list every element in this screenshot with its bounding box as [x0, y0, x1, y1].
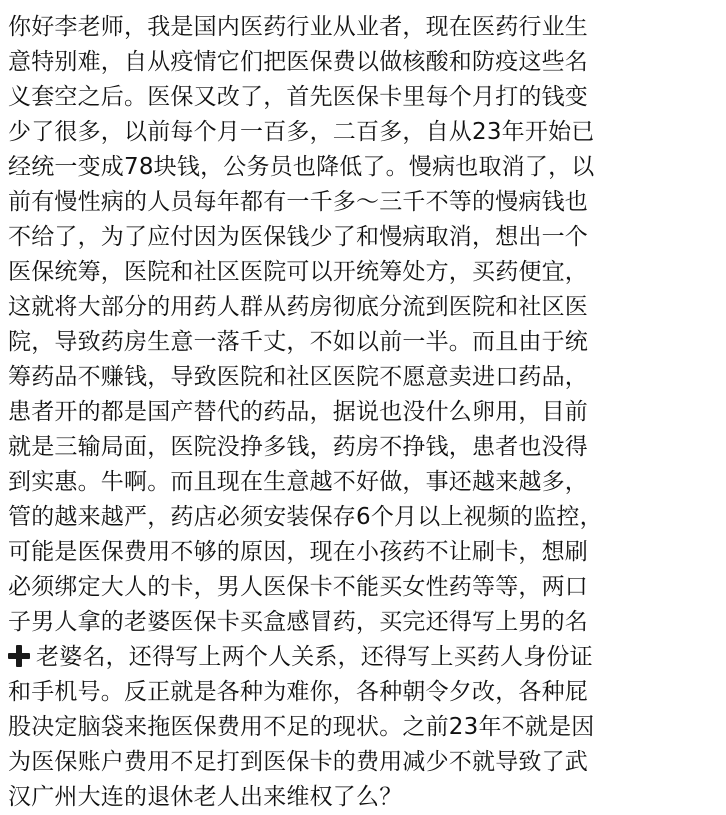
text-line: 和手机号。反正就是各种为难你，各种朝令夕改，各种屁 — [8, 679, 588, 705]
text-line: 可能是医保费用不够的原因，现在小孩药不让刷卡，想刷 — [8, 539, 588, 565]
text-line: 你好李老师，我是国内医药行业从业者，现在医药行业生 — [8, 14, 588, 40]
text-line: 不给了，为了应付因为医保钱少了和慢病取消，想出一个 — [8, 224, 588, 250]
text-line: 必须绑定大人的卡，男人医保卡不能买女性药等等，两口 — [8, 574, 588, 600]
text-line: 汉广州大连的退休老人出来维权了么？ — [8, 784, 403, 810]
text-line: 就是三输局面，医院没挣多钱，药房不挣钱，患者也没得 — [8, 434, 588, 460]
text-line: 义套空之后。医保又改了，首先医保卡里每个月打的钱变 — [8, 84, 588, 110]
text-line: 医保统筹，医院和社区医院可以开统筹处方，买药便宜， — [8, 259, 588, 285]
text-line: 少了很多，以前每个月一百多，二百多，自从23年开始已 — [8, 119, 595, 145]
text-line: 意特别难，自从疫情它们把医保费以做核酸和防疫这些名 — [8, 49, 588, 75]
text-line: 这就将大部分的用药人群从药房彻底分流到医院和社区医 — [8, 294, 588, 320]
text-line: 院，导致药房生意一落千丈，不如以前一半。而且由于统 — [8, 329, 588, 355]
text-line-segment: 老婆名，还得写上两个人关系，还得写上买药人身份证 — [36, 644, 593, 670]
text-line: 筹药品不赚钱，导致医院和社区医院不愿意卖进口药品， — [8, 364, 588, 390]
text-line: 患者开的都是国产替代的药品，据说也没什么卵用，目前 — [8, 399, 588, 425]
text-line: 到实惠。牛啊。而且现在生意越不好做，事还越来越多， — [8, 469, 588, 495]
text-line: 股决定脑袋来拖医保费用不足的现状。之前23年不就是因 — [8, 714, 595, 740]
text-line: 前有慢性病的人员每年都有一千多～三千不等的慢病钱也 — [8, 189, 588, 215]
text-line: 经统一变成78块钱，公务员也降低了。慢病也取消了，以 — [8, 154, 595, 180]
text-line: 为医保账户费用不足打到医保卡的费用减少不就导致了武 — [8, 749, 588, 775]
text-line: 子男人拿的老婆医保卡买盒感冒药，买完还得写上男的名 — [8, 609, 588, 635]
heavy-plus-icon — [8, 645, 30, 667]
text-line-with-plus — [8, 640, 718, 675]
text-line: 管的越来越严，药店必须安装保存6个月以上视频的监控， — [8, 504, 603, 530]
